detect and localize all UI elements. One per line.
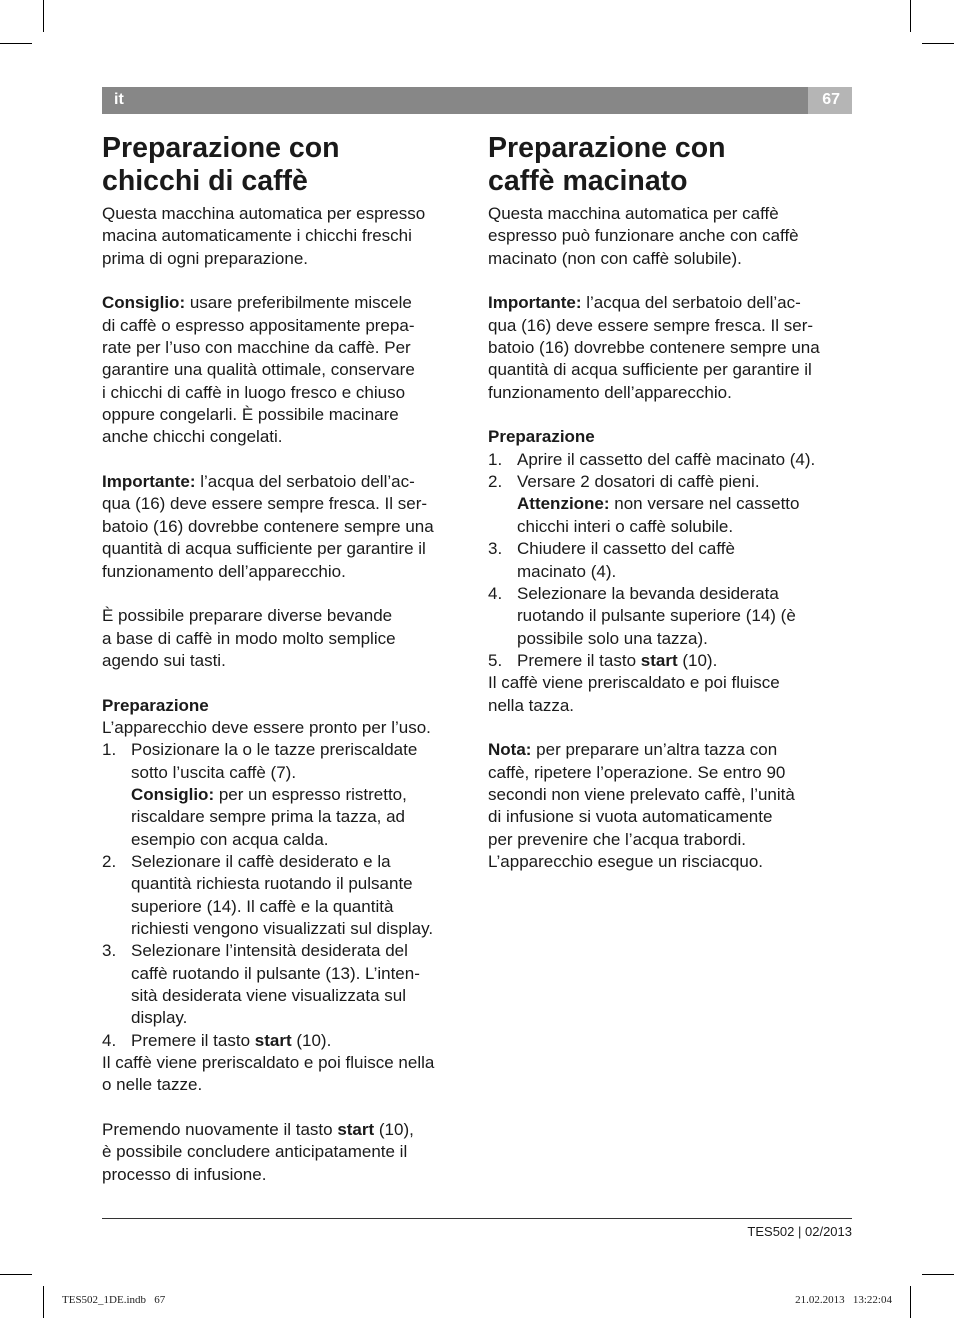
left-intro: Questa macchina automatica per espresso macina automaticamente i chicchi freschi prima di ogni preparazione. [102,204,426,268]
left-possible: È possibile preparare diverse bevande a base di caffè in modo molto semplice agendo sui tasti. [102,606,396,670]
left-column [102,132,468,1186]
right-steps-list [488,449,854,672]
list-item: 4. Selezionare la bevanda desiderata ruotando il pulsante superiore (14) (è possibile solo una tazza). [488,583,796,648]
print-slug-datetime: 21.02.2013 13:22:04 [795,1294,892,1306]
crop-mark [922,43,954,44]
page-number-box [808,87,852,114]
header-bar [102,87,852,114]
right-note: Nota: per preparare un’altra tazza con caffè, ripetere l’operazione. Se entro 90 secondi non viene prelevato caffè, l’unità di infusione si vuota automaticamente per prevenire che l’acqua trabordi. L’apparecchio esegue un risciacquo. [488,740,795,871]
left-again: Premendo nuovamente il tasto start (10), è possibile concludere anticipatamente il processo di infusione. [102,1120,414,1184]
right-section-title: Preparazione con caffè macinato [488,132,726,197]
list-item: 2. Versare 2 dosatori di caffè pieni. Attenzione: non versare nel cassetto chicchi interi o caffè solubile. [488,472,800,536]
crop-mark [922,1274,954,1275]
list-item: 3. Chiudere il cassetto del caffè macinato (4). [488,539,735,581]
list-item: 5. Premere il tasto start (10). [488,650,718,670]
left-steps-list [102,739,468,1052]
language-code: it [114,91,124,108]
page-number: 67 [822,91,840,108]
left-important: Importante: l’acqua del serbatoio dell’ac- qua (16) deve essere sempre fresca. Il ser- batoio (16) dovrebbe contenere sempre una quantità di acqua sufficiente per garantire il funzionamento dell’apparecchio. [102,472,434,581]
print-slug-file: TES502_1DE.indb 67 [62,1294,166,1306]
left-prep-heading: Preparazione [102,695,209,715]
list-item: 3. Selezionare l’intensità desiderata del caffè ruotando il pulsante (13). L’inten- sità desiderata viene visualizzata sul display. [102,941,420,1028]
list-item: 1. Posizionare la o le tazze preriscaldate sotto l’uscita caffè (7). Consiglio: per un espresso ristretto, riscaldare sempre prima la tazza, ad esempio con acqua calda. [102,740,418,849]
list-item: 1. Aprire il cassetto del caffè macinato (4). [488,449,816,469]
right-after: Il caffè viene preriscaldato e poi fluisce nella tazza. [488,673,780,715]
right-important: Importante: l’acqua del serbatoio dell’ac- qua (16) deve essere sempre fresca. Il ser- batoio (16) dovrebbe contenere sempre una quantità di acqua sufficiente per garantire il funzionamento dell’apparecchio. [488,293,820,402]
crop-mark [43,1286,44,1318]
right-intro: Questa macchina automatica per caffè espresso può funzionare anche con caffè macinato (non con caffè solubile). [488,204,799,268]
right-column [488,132,854,873]
footer-rule [102,1218,852,1219]
left-tip: Consiglio: usare preferibilmente miscele di caffè o espresso appositamente prepa- rate per l’uso con macchine da caffè. Per garantire una qualità ottimale, conservare i chicchi di caffè in luogo fresco e chiuso oppure congelarli. È possibile macinare anche chicchi congelati. [102,293,415,447]
left-prep-intro: L’apparecchio deve essere pronto per l’uso. [102,717,431,737]
left-section-title: Preparazione con chicchi di caffè [102,132,340,197]
crop-mark [43,0,44,32]
crop-mark [0,1274,32,1275]
footer-model-date: TES502 | 02/2013 [747,1224,852,1239]
right-prep-heading: Preparazione [488,427,595,447]
list-item: 4. Premere il tasto start (10). [102,1030,332,1050]
list-item: 2. Selezionare il caffè desiderato e la quantità richiesta ruotando il pulsante superiore (14). Il caffè e la quantità richiesti vengono visualizzati sul display. [102,851,434,938]
crop-mark [910,0,911,32]
crop-mark [910,1286,911,1318]
left-after: Il caffè viene preriscaldato e poi fluisce nella o nelle tazze. [102,1053,435,1095]
crop-mark [0,43,32,44]
